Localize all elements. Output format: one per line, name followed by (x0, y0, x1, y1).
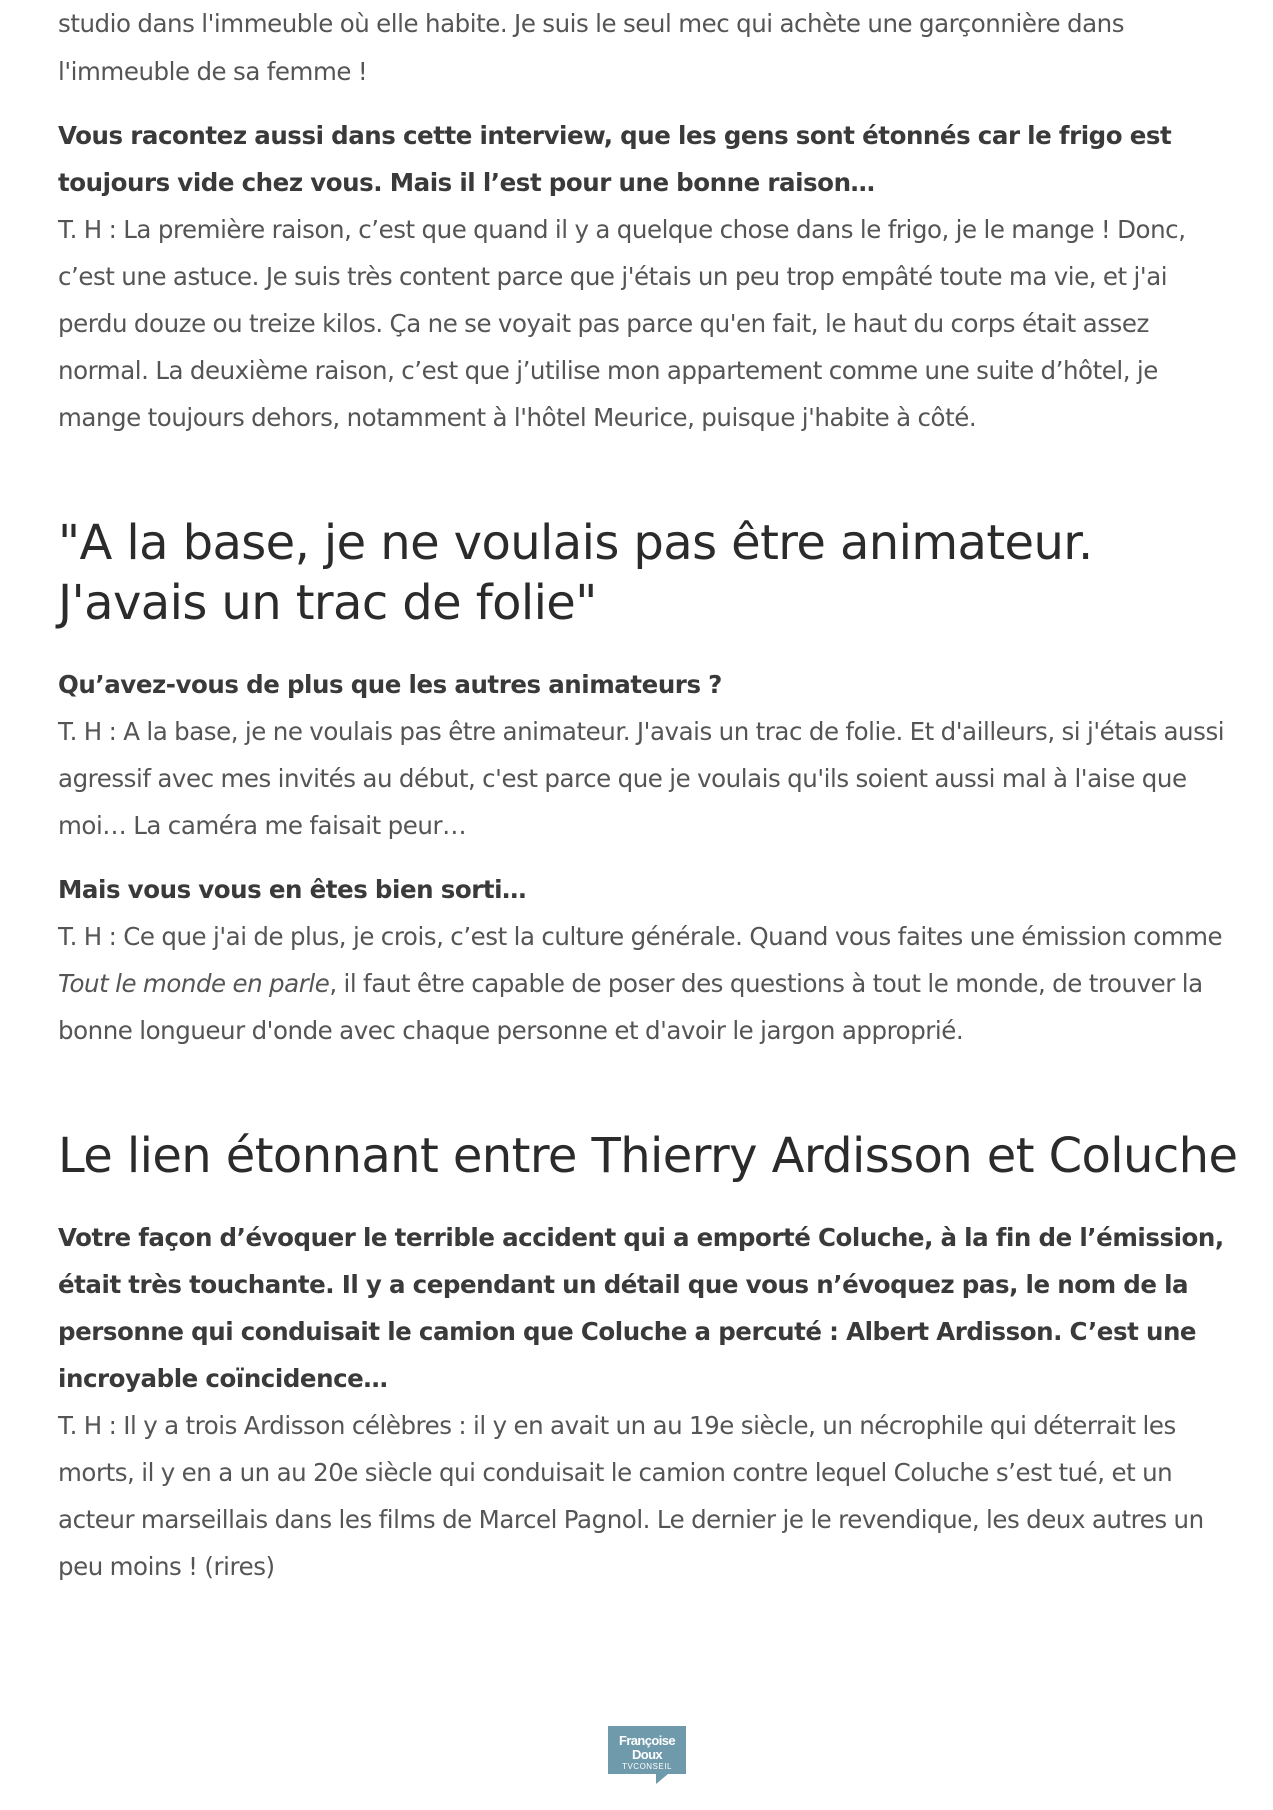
question-fridge: Vous racontez aussi dans cette interview, que les gens sont étonnés car le frigo est toujours vide chez vous. Mais il l’est pour une bonne raison… (58, 121, 1172, 197)
answer-bien-sorti (58, 913, 1238, 1054)
answer-fridge: T. H : La première raison, c’est que quand il y a quelque chose dans le frigo, je le mange ! Donc, c’est une astuce. Je suis très content parce que j'étais un peu trop empâté toute ma vie, et j'ai perdu douze ou treize kilos. Ça ne se voyait pas parce qu'en fait, le haut du corps était assez normal. La deuxième raison, c’est que j’utilise mon appartement comme une suite d’hôtel, je mange toujours dehors, notamment à l'hôtel Meurice, puisque j'habite à côté. (58, 215, 1186, 432)
qa-animateurs (58, 661, 1238, 849)
footer-logo (608, 1726, 686, 1774)
show-title-italic: Tout le monde en parle (58, 969, 330, 998)
article-body (58, 0, 1238, 1590)
answer-animateurs: T. H : A la base, je ne voulais pas être animateur. J'avais un trac de folie. Et d'ailleurs, si j'étais aussi agressif avec mes invités au début, c'est parce que je voulais qu'ils soient aussi mal à l'aise que moi… La caméra me faisait peur… (58, 717, 1225, 840)
section-heading-animateur: "A la base, je ne voulais pas être animateur. J'avais un trac de folie" (58, 515, 1093, 631)
intro-line-1: studio dans l'immeuble où elle habite. Je suis le seul mec qui achète une garçonnière dans (58, 9, 1125, 38)
question-coluche: Votre façon d’évoquer le terrible accident qui a emporté Coluche, à la fin de l’émission, était très touchante. Il y a cependant un détail que vous n’évoquez pas, le nom de la personne qui conduisait le camion que Coluche a percuté : Albert Ardisson. C’est une incroyable coïncidence… (58, 1223, 1224, 1393)
intro-line-2: l'immeuble de sa femme ! (58, 57, 368, 86)
qa-coluche (58, 1214, 1238, 1590)
logo-subtitle: TVCONSEIL (622, 1762, 672, 1771)
answer-bien-sorti-part2: , il faut être capable de poser des questions à tout le monde, de trouver la bonne longueur d'onde avec chaque personne et d'avoir le jargon approprié. (58, 969, 1203, 1045)
logo-name: Françoise Doux (618, 1733, 675, 1762)
qa-bien-sorti (58, 866, 1238, 1054)
question-bien-sorti: Mais vous vous en êtes bien sorti… (58, 875, 527, 904)
answer-coluche: T. H : Il y a trois Ardisson célèbres : il y en avait un au 19e siècle, un nécrophile qui déterrait les morts, il y en a un au 20e siècle qui conduisait le camion contre lequel Coluche s’est tué, et un acteur marseillais dans les films de Marcel Pagnol. Le dernier je le revendique, les deux autres un peu moins ! (rires) (58, 1411, 1204, 1581)
qa-fridge (58, 112, 1238, 441)
question-animateurs: Qu’avez-vous de plus que les autres animateurs ? (58, 670, 722, 699)
section-heading-coluche: Le lien étonnant entre Thierry Ardisson et Coluche (58, 1128, 1238, 1184)
logo-speech-tail-icon (656, 1774, 668, 1784)
answer-bien-sorti-part1: T. H : Ce que j'ai de plus, je crois, c’est la culture générale. Quand vous faites une émission comme (58, 922, 1223, 951)
